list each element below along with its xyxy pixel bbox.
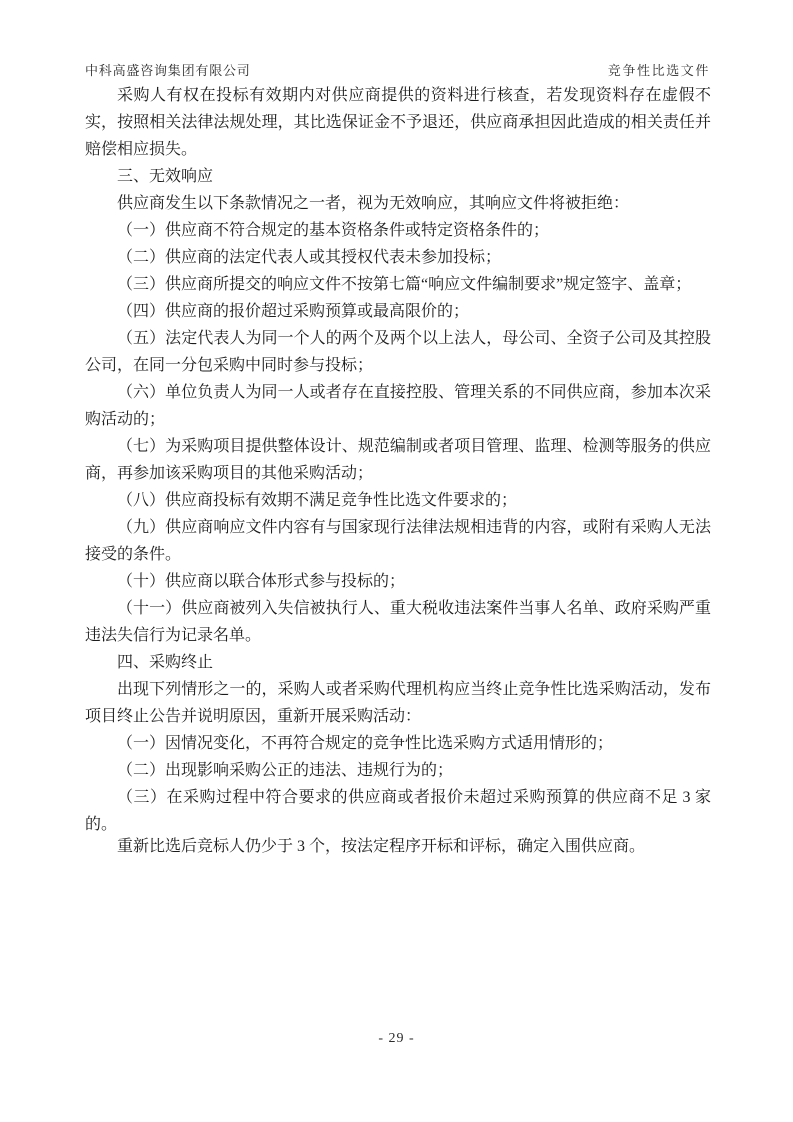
page-header <box>85 60 710 79</box>
section-3-lead: 供应商发生以下条款情况之一者，视为无效响应，其响应文件将被拒绝： <box>117 195 630 212</box>
document-body <box>85 82 711 859</box>
section-3-item-5: （五）法定代表人为同一个人的两个及两个以上法人，母公司、全资子公司及其控股公司，在同一分包采购中同时参与投标； <box>85 330 711 374</box>
paragraph-intro: 采购人有权在投标有效期内对供应商提供的资料进行核查，若发现资料存在虚假不实，按照相关法律法规处理，其比选保证金不予退还，供应商承担因此造成的相关责任并赔偿相应损失。 <box>85 87 711 158</box>
section-3-item-8: （八）供应商投标有效期不满足竞争性比选文件要求的； <box>117 492 518 509</box>
section-3-item-6: （六）单位负责人为同一人或者存在直接控股、管理关系的不同供应商，参加本次采购活动的； <box>85 384 711 428</box>
section-3-item-9: （九）供应商响应文件内容有与国家现行法律法规相违背的内容，或附有采购人无法接受的条件。 <box>85 519 711 563</box>
section-4-closing: 重新比选后竞标人仍少于 3 个，按法定程序开标和评标，确定入围供应商。 <box>117 838 646 855</box>
header-doc-type: 竞争性比选文件 <box>607 63 710 78</box>
section-4-item-3: （三）在采购过程中符合要求的供应商或者报价未超过采购预算的供应商不足 3 家的。 <box>85 789 711 833</box>
section-3-item-1: （一）供应商不符合规定的基本资格条件或特定资格条件的； <box>117 222 550 239</box>
section-3-item-11: （十一）供应商被列入失信被执行人、重大税收违法案件当事人名单、政府采购严重违法失信行为记录名单。 <box>85 600 711 644</box>
page-number: - 29 - <box>378 1031 415 1046</box>
section-3-item-4: （四）供应商的报价超过采购预算或最高限价的； <box>117 303 470 320</box>
section-3-heading: 三、无效响应 <box>117 168 214 185</box>
section-3-item-7: （七）为采购项目提供整体设计、规范编制或者项目管理、监理、检测等服务的供应商，再参加该采购项目的其他采购活动； <box>85 438 711 482</box>
section-4-lead: 出现下列情形之一的，采购人或者采购代理机构应当终止竞争性比选采购活动，发布项目终止公告并说明原因，重新开展采购活动： <box>85 681 711 725</box>
section-3-item-3: （三）供应商所提交的响应文件不按第七篇“响应文件编制要求”规定签字、盖章； <box>117 276 692 293</box>
section-4-item-2: （二）出现影响采购公正的违法、违规行为的； <box>117 762 454 779</box>
section-4-heading: 四、采购终止 <box>117 654 214 671</box>
section-4-item-1: （一）因情况变化，不再符合规定的竞争性比选采购方式适用情形的； <box>117 735 614 752</box>
section-3-item-10: （十）供应商以联合体形式参与投标的； <box>117 573 406 590</box>
section-3-item-2: （二）供应商的法定代表人或其授权代表未参加投标； <box>117 249 502 266</box>
header-company-name: 中科高盛咨询集团有限公司 <box>85 63 251 78</box>
